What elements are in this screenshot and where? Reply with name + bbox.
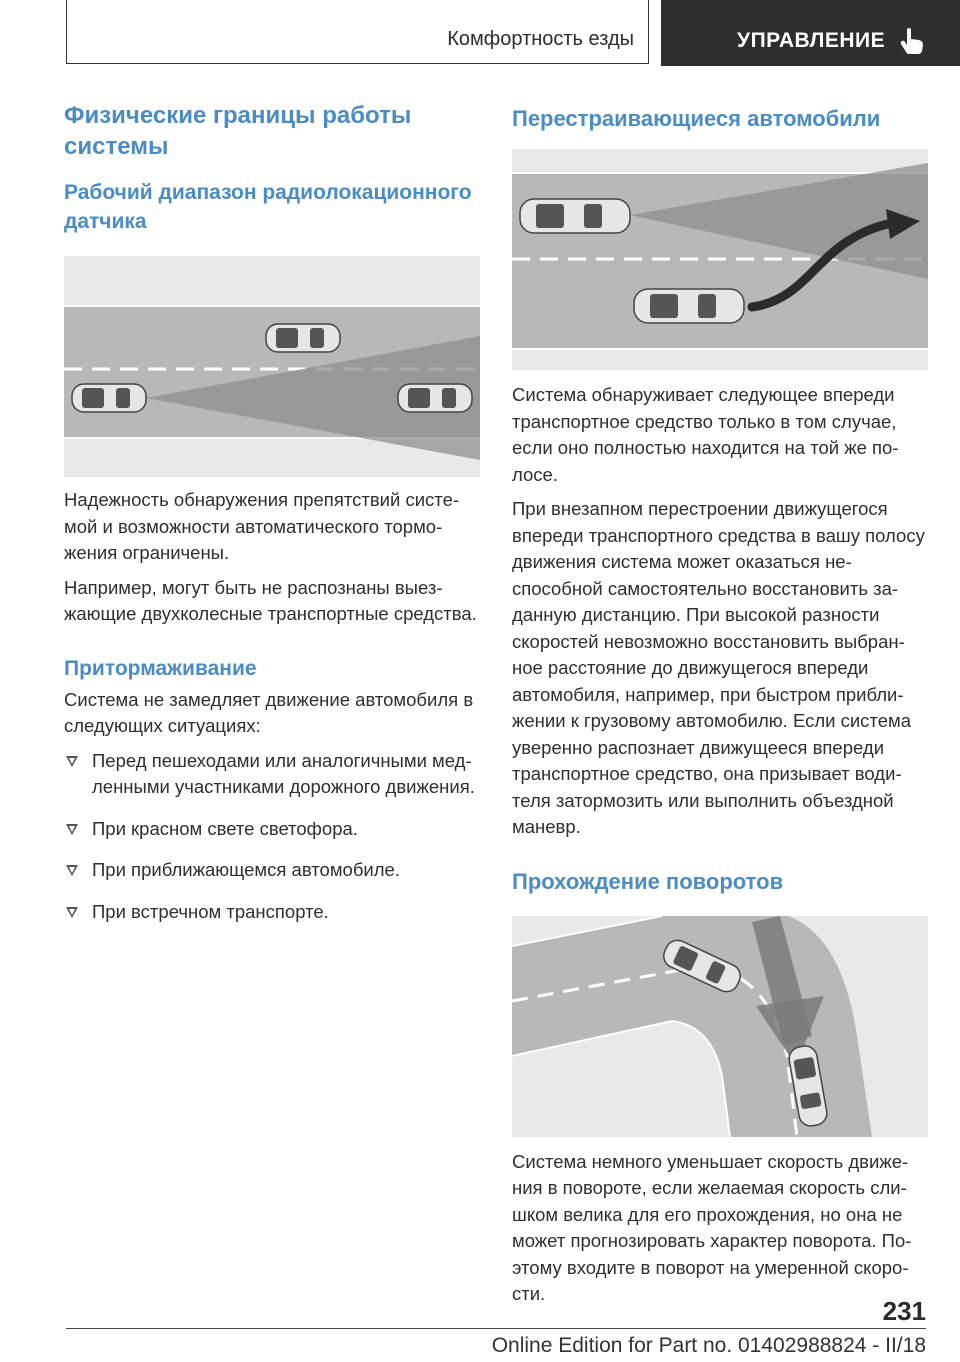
list-item: Перед пешеходами или аналогичными медленными участниками дорожного движения. (64, 748, 480, 801)
page-number: 231 (882, 1296, 926, 1326)
triangle-bullet-icon (66, 907, 78, 918)
radar-range-figure (64, 256, 480, 477)
list-item: При встречном транспорте. (64, 899, 480, 926)
header-section-box (66, 0, 649, 64)
lane-change-heading: Перестраивающиеся автомобили (512, 106, 881, 131)
lane-change-paragraph-1: Система обнаруживает следующее впереди транспортное средство только в том случае, если оно полностью находится на той же полосе. (512, 384, 899, 485)
header-chapter-title: УПРАВЛЕНИЕ (737, 29, 886, 52)
curves-heading: Прохождение поворотов (512, 868, 784, 894)
triangle-bullet-icon (66, 756, 78, 767)
footer-edition: Online Edition for Part no. 01402988824 - II/18 (491, 1334, 926, 1357)
car-icon (634, 289, 744, 323)
braking-heading: Притормаживание (64, 656, 257, 680)
radar-range-heading: Рабочий диапазон радиолокационного датчика (64, 181, 472, 233)
car-icon (398, 384, 472, 412)
triangle-bullet-icon (66, 865, 78, 876)
header-section-title: Комфортность езды (447, 28, 634, 50)
list-item: При красном свете светофора. (64, 816, 480, 843)
braking-paragraph: Система не замедляет движение автомобиля в следующих ситуациях: (64, 688, 474, 736)
curves-paragraph: Система немного уменьшает скорость движения в повороте, если желаемая скорость слишком велика для его прохождения, но она не может прогнозировать характер поворота. Поэтому входите в поворот на умеренной скорости. (512, 1150, 912, 1304)
braking-list (64, 748, 480, 926)
right-column (512, 100, 928, 1308)
hand-pointer-icon (898, 26, 926, 54)
curves-figure (512, 916, 928, 1137)
list-item: При приближающемся автомобиле. (64, 857, 480, 884)
footer-divider (66, 1328, 926, 1329)
car-icon (72, 384, 146, 412)
lane-change-paragraph-2: При внезапном перестроении движущегося впереди транспортного средства в вашу полосу движения система может оказаться неспособной самостоятельно восстановить заданную дистанцию. При высокой разности скоростей невозможно восстановить выбранное расстояние до движущегося впереди автомобиля, например, при быстром приближении к грузовому автомобилю. Если система уверенно распознает движущееся впереди транспортное средство, она призывает водителя затормозить или выполнить объездной маневр. (512, 498, 925, 837)
radar-paragraph-1: Надежность обнаружения препятствий системой и возможности автоматического торможения ограничены. (64, 489, 460, 563)
left-column (64, 100, 480, 940)
car-icon (266, 324, 340, 352)
page-title: Физические границы работы системы (64, 102, 412, 160)
radar-paragraph-2: Например, могут быть не распознаны выезжающие двухколесные транспортные средства. (64, 576, 477, 624)
car-icon (520, 199, 630, 233)
lane-change-figure (512, 149, 928, 370)
triangle-bullet-icon (66, 824, 78, 835)
header-chapter-box (661, 0, 960, 66)
